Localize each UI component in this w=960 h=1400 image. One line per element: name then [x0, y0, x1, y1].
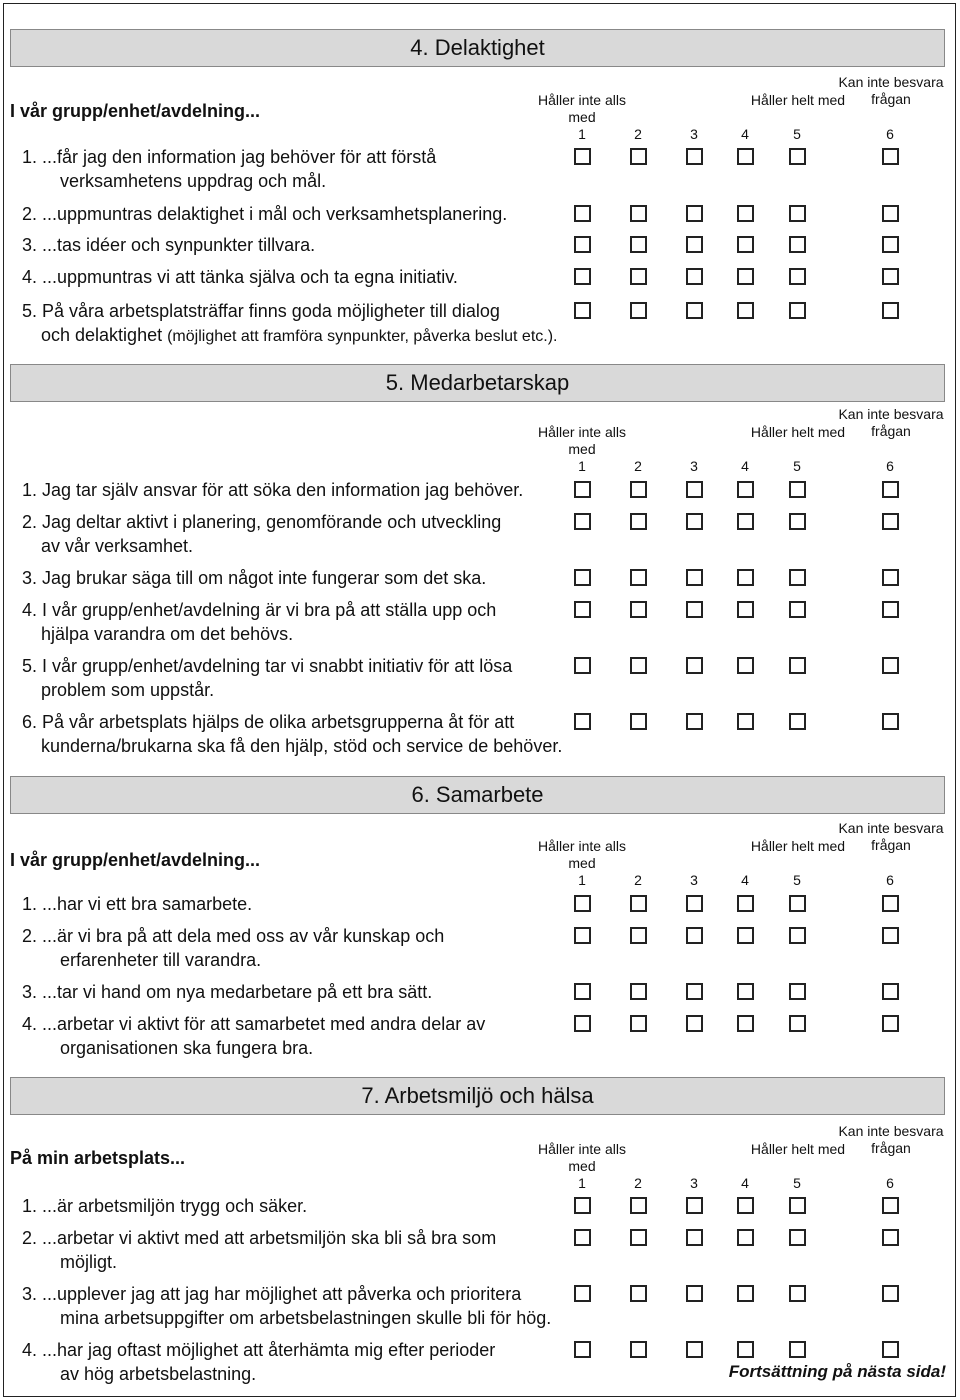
- question-line: [22, 734, 562, 758]
- question-line: [22, 654, 512, 678]
- answer-checkbox-2[interactable]: [630, 236, 647, 253]
- question-number: 3.: [22, 1284, 43, 1304]
- question-line-text: erfarenheter till varandra.: [60, 950, 262, 970]
- answer-checkbox-2[interactable]: [630, 895, 647, 912]
- section-intro: I vår grupp/enhet/avdelning...: [10, 850, 261, 870]
- question-line-text: ...har vi ett bra samarbete.: [42, 894, 253, 914]
- answer-checkbox-1[interactable]: [574, 1229, 591, 1246]
- question-line: [22, 1226, 496, 1250]
- question-text: [22, 265, 458, 289]
- answer-checkbox-6[interactable]: [882, 205, 899, 222]
- scale-number: 3: [690, 872, 698, 888]
- answer-checkbox-4[interactable]: [737, 713, 754, 730]
- question-line: [22, 980, 432, 1004]
- question-number: 2.: [22, 204, 43, 224]
- question-line-text: kunderna/brukarna ska få den hjälp, stöd och service de behöver.: [41, 736, 563, 756]
- answer-checkbox-2[interactable]: [630, 205, 647, 222]
- question-line-text: ...tar vi hand om nya medarbetare på ett bra sätt.: [42, 982, 433, 1002]
- question-line-text: ...uppmuntras delaktighet i mål och verksamhetsplanering.: [42, 204, 508, 224]
- answer-checkbox-3[interactable]: [686, 983, 703, 1000]
- answer-checkbox-1[interactable]: [574, 569, 591, 586]
- question-line-text: På våra arbetsplatsträffar finns goda möjligheter till dialog: [42, 301, 500, 321]
- question-line: [22, 1282, 551, 1306]
- question-text: [22, 654, 512, 702]
- scale-number: 5: [793, 458, 801, 474]
- answer-checkbox-5[interactable]: [789, 927, 806, 944]
- question-number: 1.: [22, 1196, 43, 1216]
- question-number: 5.: [22, 301, 43, 321]
- question-line: [22, 566, 486, 590]
- question-line-text: hjälpa varandra om det behövs.: [41, 624, 294, 644]
- answer-checkbox-4[interactable]: [737, 601, 754, 618]
- answer-checkbox-3[interactable]: [686, 1229, 703, 1246]
- question-line-text: ...är arbetsmiljön trygg och säker.: [42, 1196, 308, 1216]
- answer-checkbox-1[interactable]: [574, 205, 591, 222]
- question-subtext: (möjlighet att framföra synpunkter, påverka beslut etc.).: [167, 328, 558, 345]
- answer-checkbox-4[interactable]: [737, 1015, 754, 1032]
- answer-checkbox-6[interactable]: [882, 1341, 899, 1358]
- question-text: [22, 478, 523, 502]
- question-line: [22, 169, 436, 193]
- answer-checkbox-4[interactable]: [737, 983, 754, 1000]
- scale-number: 1: [578, 458, 586, 474]
- question-line-text: möjligt.: [60, 1252, 118, 1272]
- answer-checkbox-3[interactable]: [686, 601, 703, 618]
- question-text: [22, 145, 436, 193]
- answer-checkbox-2[interactable]: [630, 1015, 647, 1032]
- answer-checkbox-2[interactable]: [630, 268, 647, 285]
- question-text: [22, 1226, 496, 1274]
- question-line: [22, 1338, 495, 1362]
- question-line: [22, 510, 501, 534]
- answer-checkbox-3[interactable]: [686, 148, 703, 165]
- answer-checkbox-3[interactable]: [686, 236, 703, 253]
- question-line: [22, 1012, 485, 1036]
- question-line: [22, 233, 315, 257]
- question-line-text: organisationen ska fungera bra.: [60, 1038, 314, 1058]
- answer-checkbox-3[interactable]: [686, 1341, 703, 1358]
- answer-checkbox-3[interactable]: [686, 569, 703, 586]
- answer-checkbox-4[interactable]: [737, 1285, 754, 1302]
- answer-checkbox-5[interactable]: [789, 1197, 806, 1214]
- question-text: [22, 1194, 307, 1218]
- answer-checkbox-5[interactable]: [789, 205, 806, 222]
- question-line-text: av vår verksamhet.: [41, 536, 194, 556]
- answer-checkbox-6[interactable]: [882, 1285, 899, 1302]
- question-number: 5.: [22, 656, 43, 676]
- question-line: [22, 202, 507, 226]
- question-line: [22, 299, 558, 323]
- question-line: [22, 892, 252, 916]
- scale-label-cannot-answer: Kan inte besvara frågan: [838, 74, 944, 107]
- scale-label-cannot-answer: Kan inte besvara frågan: [838, 820, 944, 853]
- answer-checkbox-4[interactable]: [737, 302, 754, 319]
- question-line-text: ...har jag oftast möjlighet att återhämta mig efter perioder: [42, 1340, 496, 1360]
- scale-number: 4: [741, 126, 749, 142]
- answer-checkbox-1[interactable]: [574, 1341, 591, 1358]
- scale-number: 2: [634, 1175, 642, 1191]
- question-line-text: verksamhetens uppdrag och mål.: [60, 171, 327, 191]
- scale-number: 4: [741, 458, 749, 474]
- question-line: [22, 323, 558, 349]
- scale-number: 5: [793, 872, 801, 888]
- question-line: [22, 710, 562, 734]
- scale-number: 4: [741, 872, 749, 888]
- question-number: 2.: [22, 1228, 43, 1248]
- question-line-text: ...upplever jag att jag har möjlighet att påverka och prioritera: [42, 1284, 522, 1304]
- question-number: 3.: [22, 568, 43, 588]
- answer-checkbox-5[interactable]: [789, 302, 806, 319]
- scale-number: 2: [634, 458, 642, 474]
- scale-number: 1: [578, 1175, 586, 1191]
- question-line: [22, 1036, 485, 1060]
- question-line-text: ...får jag den information jag behöver för att förstå: [42, 147, 437, 167]
- section-header: 5. Medarbetarskap: [10, 364, 945, 402]
- answer-checkbox-2[interactable]: [630, 1229, 647, 1246]
- scale-number: 3: [690, 126, 698, 142]
- answer-checkbox-1[interactable]: [574, 236, 591, 253]
- question-number: 4.: [22, 1014, 43, 1034]
- answer-checkbox-4[interactable]: [737, 1341, 754, 1358]
- question-text: [22, 202, 507, 226]
- answer-checkbox-3[interactable]: [686, 1015, 703, 1032]
- answer-checkbox-6[interactable]: [882, 1197, 899, 1214]
- question-line: [22, 478, 523, 502]
- scale-number: 3: [690, 1175, 698, 1191]
- answer-checkbox-2[interactable]: [630, 601, 647, 618]
- answer-checkbox-2[interactable]: [630, 927, 647, 944]
- scale-number: 6: [886, 1175, 894, 1191]
- answer-checkbox-4[interactable]: [737, 569, 754, 586]
- answer-checkbox-6[interactable]: [882, 983, 899, 1000]
- answer-checkbox-5[interactable]: [789, 657, 806, 674]
- answer-checkbox-6[interactable]: [882, 713, 899, 730]
- question-number: 6.: [22, 712, 43, 732]
- scale-number: 6: [886, 872, 894, 888]
- question-number: 1.: [22, 894, 43, 914]
- answer-checkbox-6[interactable]: [882, 268, 899, 285]
- answer-checkbox-2[interactable]: [630, 302, 647, 319]
- question-line-text: Jag brukar säga till om något inte fungerar som det ska.: [42, 568, 487, 588]
- answer-checkbox-1[interactable]: [574, 1197, 591, 1214]
- question-text: [22, 598, 496, 646]
- answer-checkbox-3[interactable]: [686, 927, 703, 944]
- question-line: [22, 948, 444, 972]
- answer-checkbox-1[interactable]: [574, 895, 591, 912]
- answer-checkbox-6[interactable]: [882, 148, 899, 165]
- section-header: 4. Delaktighet: [10, 29, 945, 67]
- answer-checkbox-4[interactable]: [737, 657, 754, 674]
- answer-checkbox-6[interactable]: [882, 927, 899, 944]
- question-line-text: I vår grupp/enhet/avdelning är vi bra på att ställa upp och: [42, 600, 497, 620]
- answer-checkbox-6[interactable]: [882, 302, 899, 319]
- answer-checkbox-3[interactable]: [686, 481, 703, 498]
- question-text: [22, 980, 432, 1004]
- answer-checkbox-5[interactable]: [789, 713, 806, 730]
- answer-checkbox-4[interactable]: [737, 236, 754, 253]
- scale-label-agree: Håller helt med: [750, 424, 846, 440]
- question-number: 1.: [22, 147, 43, 167]
- answer-checkbox-3[interactable]: [686, 713, 703, 730]
- answer-checkbox-1[interactable]: [574, 513, 591, 530]
- answer-checkbox-5[interactable]: [789, 513, 806, 530]
- answer-checkbox-3[interactable]: [686, 895, 703, 912]
- answer-checkbox-3[interactable]: [686, 1285, 703, 1302]
- question-line-text: På vår arbetsplats hjälps de olika arbetsgrupperna åt för att: [42, 712, 515, 732]
- answer-checkbox-1[interactable]: [574, 481, 591, 498]
- scale-label-cannot-answer: Kan inte besvara frågan: [838, 1123, 944, 1156]
- answer-checkbox-2[interactable]: [630, 713, 647, 730]
- answer-checkbox-1[interactable]: [574, 983, 591, 1000]
- scale-label-agree: Håller helt med: [750, 838, 846, 854]
- answer-checkbox-5[interactable]: [789, 1285, 806, 1302]
- question-text: [22, 1012, 485, 1060]
- answer-checkbox-4[interactable]: [737, 513, 754, 530]
- scale-label-disagree: Håller inte alls med: [538, 424, 626, 457]
- question-text: [22, 299, 558, 349]
- answer-checkbox-5[interactable]: [789, 481, 806, 498]
- answer-checkbox-3[interactable]: [686, 205, 703, 222]
- answer-checkbox-2[interactable]: [630, 481, 647, 498]
- question-line-text: Jag deltar aktivt i planering, genomförande och utveckling: [42, 512, 502, 532]
- question-line-text: ...arbetar vi aktivt för att samarbetet med andra delar av: [42, 1014, 486, 1034]
- answer-checkbox-3[interactable]: [686, 302, 703, 319]
- answer-checkbox-1[interactable]: [574, 657, 591, 674]
- question-text: [22, 1282, 551, 1330]
- question-text: [22, 566, 486, 590]
- scale-label-cannot-answer: Kan inte besvara frågan: [838, 406, 944, 439]
- question-line-text: Jag tar själv ansvar för att söka den information jag behöver.: [42, 480, 524, 500]
- scale-number: 2: [634, 872, 642, 888]
- answer-checkbox-4[interactable]: [737, 895, 754, 912]
- answer-checkbox-4[interactable]: [737, 927, 754, 944]
- section-header: 7. Arbetsmiljö och hälsa: [10, 1077, 945, 1115]
- question-line: [22, 145, 436, 169]
- answer-checkbox-4[interactable]: [737, 268, 754, 285]
- question-line-text: I vår grupp/enhet/avdelning tar vi snabbt initiativ för att lösa: [42, 656, 513, 676]
- section-intro: På min arbetsplats...: [10, 1148, 186, 1168]
- question-text: [22, 1338, 495, 1386]
- question-line-text: problem som uppstår.: [41, 680, 215, 700]
- answer-checkbox-4[interactable]: [737, 1229, 754, 1246]
- answer-checkbox-6[interactable]: [882, 513, 899, 530]
- scale-label-disagree: Håller inte alls med: [538, 1141, 626, 1174]
- question-line: [22, 622, 496, 646]
- question-line: [22, 534, 501, 558]
- question-line: [22, 1362, 495, 1386]
- question-number: 4.: [22, 1340, 43, 1360]
- answer-checkbox-6[interactable]: [882, 601, 899, 618]
- scale-number: 2: [634, 126, 642, 142]
- question-line: [22, 1306, 551, 1330]
- answer-checkbox-5[interactable]: [789, 601, 806, 618]
- answer-checkbox-4[interactable]: [737, 1197, 754, 1214]
- question-number: 4.: [22, 600, 43, 620]
- question-line-text: mina arbetsuppgifter om arbetsbelastningen skulle bli för hög.: [60, 1308, 552, 1328]
- question-line: [22, 678, 512, 702]
- question-text: [22, 892, 252, 916]
- answer-checkbox-6[interactable]: [882, 481, 899, 498]
- scale-number: 5: [793, 1175, 801, 1191]
- question-text: [22, 233, 315, 257]
- answer-checkbox-6[interactable]: [882, 895, 899, 912]
- scale-label-agree: Håller helt med: [750, 1141, 846, 1157]
- answer-checkbox-3[interactable]: [686, 1197, 703, 1214]
- answer-checkbox-2[interactable]: [630, 657, 647, 674]
- answer-checkbox-1[interactable]: [574, 713, 591, 730]
- answer-checkbox-6[interactable]: [882, 569, 899, 586]
- scale-label-disagree: Håller inte alls med: [538, 838, 626, 871]
- scale-label-agree: Håller helt med: [750, 92, 846, 108]
- question-number: 4.: [22, 267, 43, 287]
- question-number: 2.: [22, 512, 43, 532]
- answer-checkbox-4[interactable]: [737, 148, 754, 165]
- answer-checkbox-1[interactable]: [574, 1285, 591, 1302]
- answer-checkbox-6[interactable]: [882, 1015, 899, 1032]
- answer-checkbox-2[interactable]: [630, 1197, 647, 1214]
- answer-checkbox-1[interactable]: [574, 927, 591, 944]
- answer-checkbox-3[interactable]: [686, 657, 703, 674]
- answer-checkbox-1[interactable]: [574, 1015, 591, 1032]
- answer-checkbox-1[interactable]: [574, 268, 591, 285]
- continuation-note: Fortsättning på nästa sida!: [728, 1362, 946, 1381]
- question-line: [22, 1250, 496, 1274]
- answer-checkbox-1[interactable]: [574, 601, 591, 618]
- answer-checkbox-2[interactable]: [630, 569, 647, 586]
- question-line: [22, 1194, 307, 1218]
- answer-checkbox-5[interactable]: [789, 268, 806, 285]
- question-line: [22, 598, 496, 622]
- scale-number: 1: [578, 126, 586, 142]
- answer-checkbox-1[interactable]: [574, 148, 591, 165]
- question-line-text: av hög arbetsbelastning.: [60, 1364, 257, 1384]
- scale-number: 6: [886, 458, 894, 474]
- question-line: [22, 265, 458, 289]
- answer-checkbox-5[interactable]: [789, 148, 806, 165]
- question-text: [22, 710, 562, 758]
- question-number: 1.: [22, 480, 43, 500]
- answer-checkbox-5[interactable]: [789, 1229, 806, 1246]
- scale-number: 4: [741, 1175, 749, 1191]
- answer-checkbox-3[interactable]: [686, 268, 703, 285]
- answer-checkbox-2[interactable]: [630, 1285, 647, 1302]
- question-text: [22, 510, 501, 558]
- scale-number: 5: [793, 126, 801, 142]
- scale-number: 3: [690, 458, 698, 474]
- answer-checkbox-5[interactable]: [789, 1015, 806, 1032]
- answer-checkbox-5[interactable]: [789, 569, 806, 586]
- section-header: 6. Samarbete: [10, 776, 945, 814]
- question-number: 3.: [22, 982, 43, 1002]
- answer-checkbox-4[interactable]: [737, 481, 754, 498]
- question-line-text: och delaktighet: [41, 325, 168, 345]
- answer-checkbox-6[interactable]: [882, 236, 899, 253]
- answer-checkbox-2[interactable]: [630, 148, 647, 165]
- answer-checkbox-4[interactable]: [737, 205, 754, 222]
- answer-checkbox-6[interactable]: [882, 1229, 899, 1246]
- question-line: [22, 924, 444, 948]
- question-line-text: ...är vi bra på att dela med oss av vår kunskap och: [42, 926, 445, 946]
- answer-checkbox-5[interactable]: [789, 1341, 806, 1358]
- question-line-text: ...tas idéer och synpunkter tillvara.: [42, 235, 316, 255]
- question-text: [22, 924, 444, 972]
- scale-label-disagree: Håller inte alls med: [538, 92, 626, 125]
- answer-checkbox-6[interactable]: [882, 657, 899, 674]
- answer-checkbox-2[interactable]: [630, 1341, 647, 1358]
- answer-checkbox-5[interactable]: [789, 236, 806, 253]
- question-number: 3.: [22, 235, 43, 255]
- question-line-text: ...uppmuntras vi att tänka själva och ta egna initiativ.: [42, 267, 458, 287]
- answer-checkbox-5[interactable]: [789, 983, 806, 1000]
- section-intro: I vår grupp/enhet/avdelning...: [10, 101, 261, 121]
- scale-number: 6: [886, 126, 894, 142]
- answer-checkbox-2[interactable]: [630, 513, 647, 530]
- question-line-text: ...arbetar vi aktivt med att arbetsmiljön ska bli så bra som: [42, 1228, 497, 1248]
- question-number: 2.: [22, 926, 43, 946]
- answer-checkbox-3[interactable]: [686, 513, 703, 530]
- answer-checkbox-5[interactable]: [789, 895, 806, 912]
- answer-checkbox-1[interactable]: [574, 302, 591, 319]
- answer-checkbox-2[interactable]: [630, 983, 647, 1000]
- scale-number: 1: [578, 872, 586, 888]
